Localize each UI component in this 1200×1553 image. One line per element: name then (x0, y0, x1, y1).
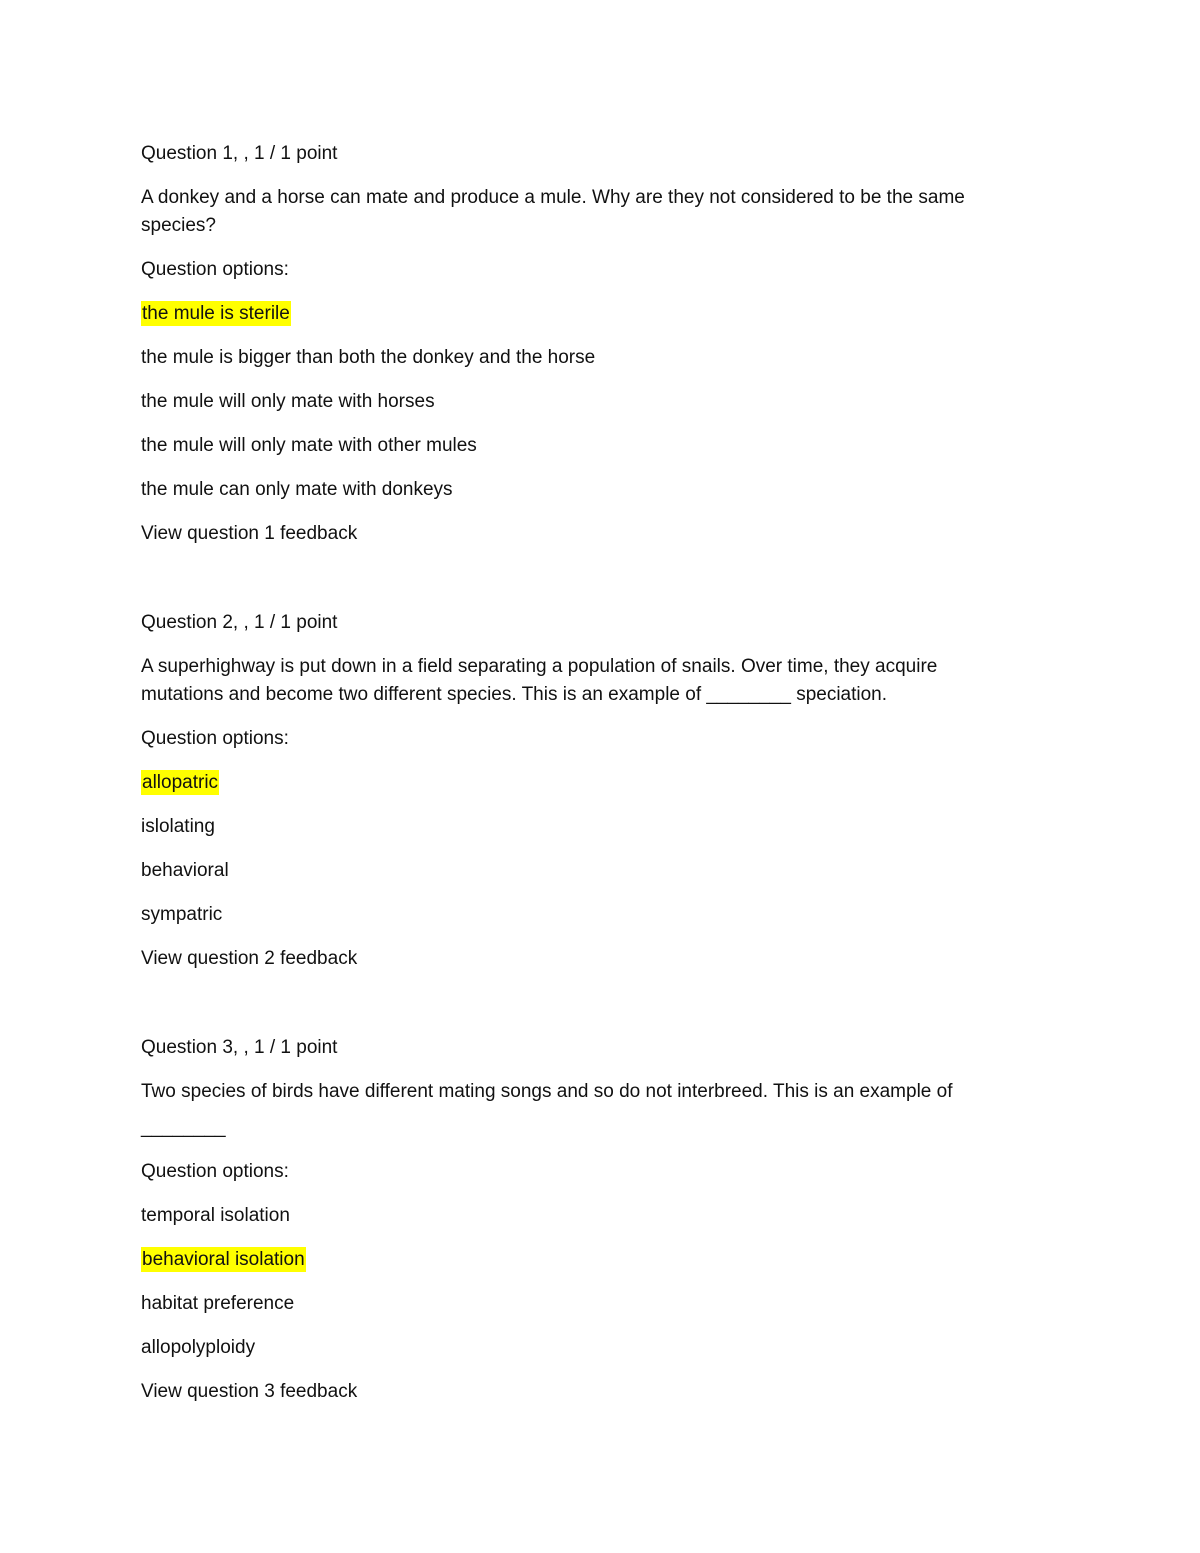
option-text: habitat preference (141, 1293, 295, 1314)
option-2[interactable] (141, 1246, 1021, 1274)
option-2[interactable] (141, 813, 1021, 841)
question-options-label: Question options: (141, 728, 289, 749)
option-text: the mule is bigger than both the donkey and the horse (141, 347, 596, 368)
spacer (141, 989, 1021, 1034)
option-5[interactable] (141, 476, 1021, 504)
option-1[interactable] (141, 300, 1021, 328)
option-text: the mule will only mate with other mules (141, 435, 477, 456)
option-text: the mule can only mate with donkeys (141, 479, 453, 500)
document-page (141, 140, 1021, 1422)
option-text: allopolyploidy (141, 1337, 256, 1358)
spacer (141, 564, 1021, 609)
option-text: sympatric (141, 904, 223, 925)
option-text: the mule will only mate with horses (141, 391, 435, 412)
question-prompt (141, 1078, 1021, 1142)
option-text: temporal isolation (141, 1205, 290, 1226)
view-feedback-link[interactable]: View question 2 feedback (141, 948, 358, 969)
question-prompt-text: Two species of birds have different mating songs and so do not interbreed. This is an example of (141, 1081, 953, 1102)
question-prompt: A donkey and a horse can mate and produce a mule. Why are they not considered to be the same species? (141, 187, 965, 236)
question-prompt: A superhighway is put down in a field separating a population of snails. Over time, they acquire mutations and become two different species. This is an example of ________ speciation. (141, 656, 938, 705)
question-options-label: Question options: (141, 259, 289, 280)
option-4[interactable] (141, 432, 1021, 460)
question-header: Question 2, , 1 / 1 point (141, 612, 338, 633)
option-1[interactable] (141, 769, 1021, 797)
option-text: islolating (141, 816, 215, 837)
answer-blank: ________ (141, 1117, 226, 1138)
option-text: behavioral (141, 860, 229, 881)
option-4[interactable] (141, 901, 1021, 929)
option-text: the mule is sterile (142, 303, 290, 324)
question-header: Question 1, , 1 / 1 point (141, 143, 338, 164)
option-4[interactable] (141, 1334, 1021, 1362)
question-1 (141, 140, 1021, 548)
option-2[interactable] (141, 344, 1021, 372)
option-3[interactable] (141, 388, 1021, 416)
question-options-label: Question options: (141, 1161, 289, 1182)
view-feedback-link[interactable]: View question 1 feedback (141, 523, 358, 544)
question-header: Question 3, , 1 / 1 point (141, 1037, 338, 1058)
option-text: allopatric (142, 772, 219, 793)
option-text: behavioral isolation (142, 1249, 305, 1270)
question-3 (141, 1034, 1021, 1406)
question-2 (141, 609, 1021, 973)
option-3[interactable] (141, 857, 1021, 885)
view-feedback-link[interactable]: View question 3 feedback (141, 1381, 358, 1402)
option-1[interactable] (141, 1202, 1021, 1230)
option-3[interactable] (141, 1290, 1021, 1318)
